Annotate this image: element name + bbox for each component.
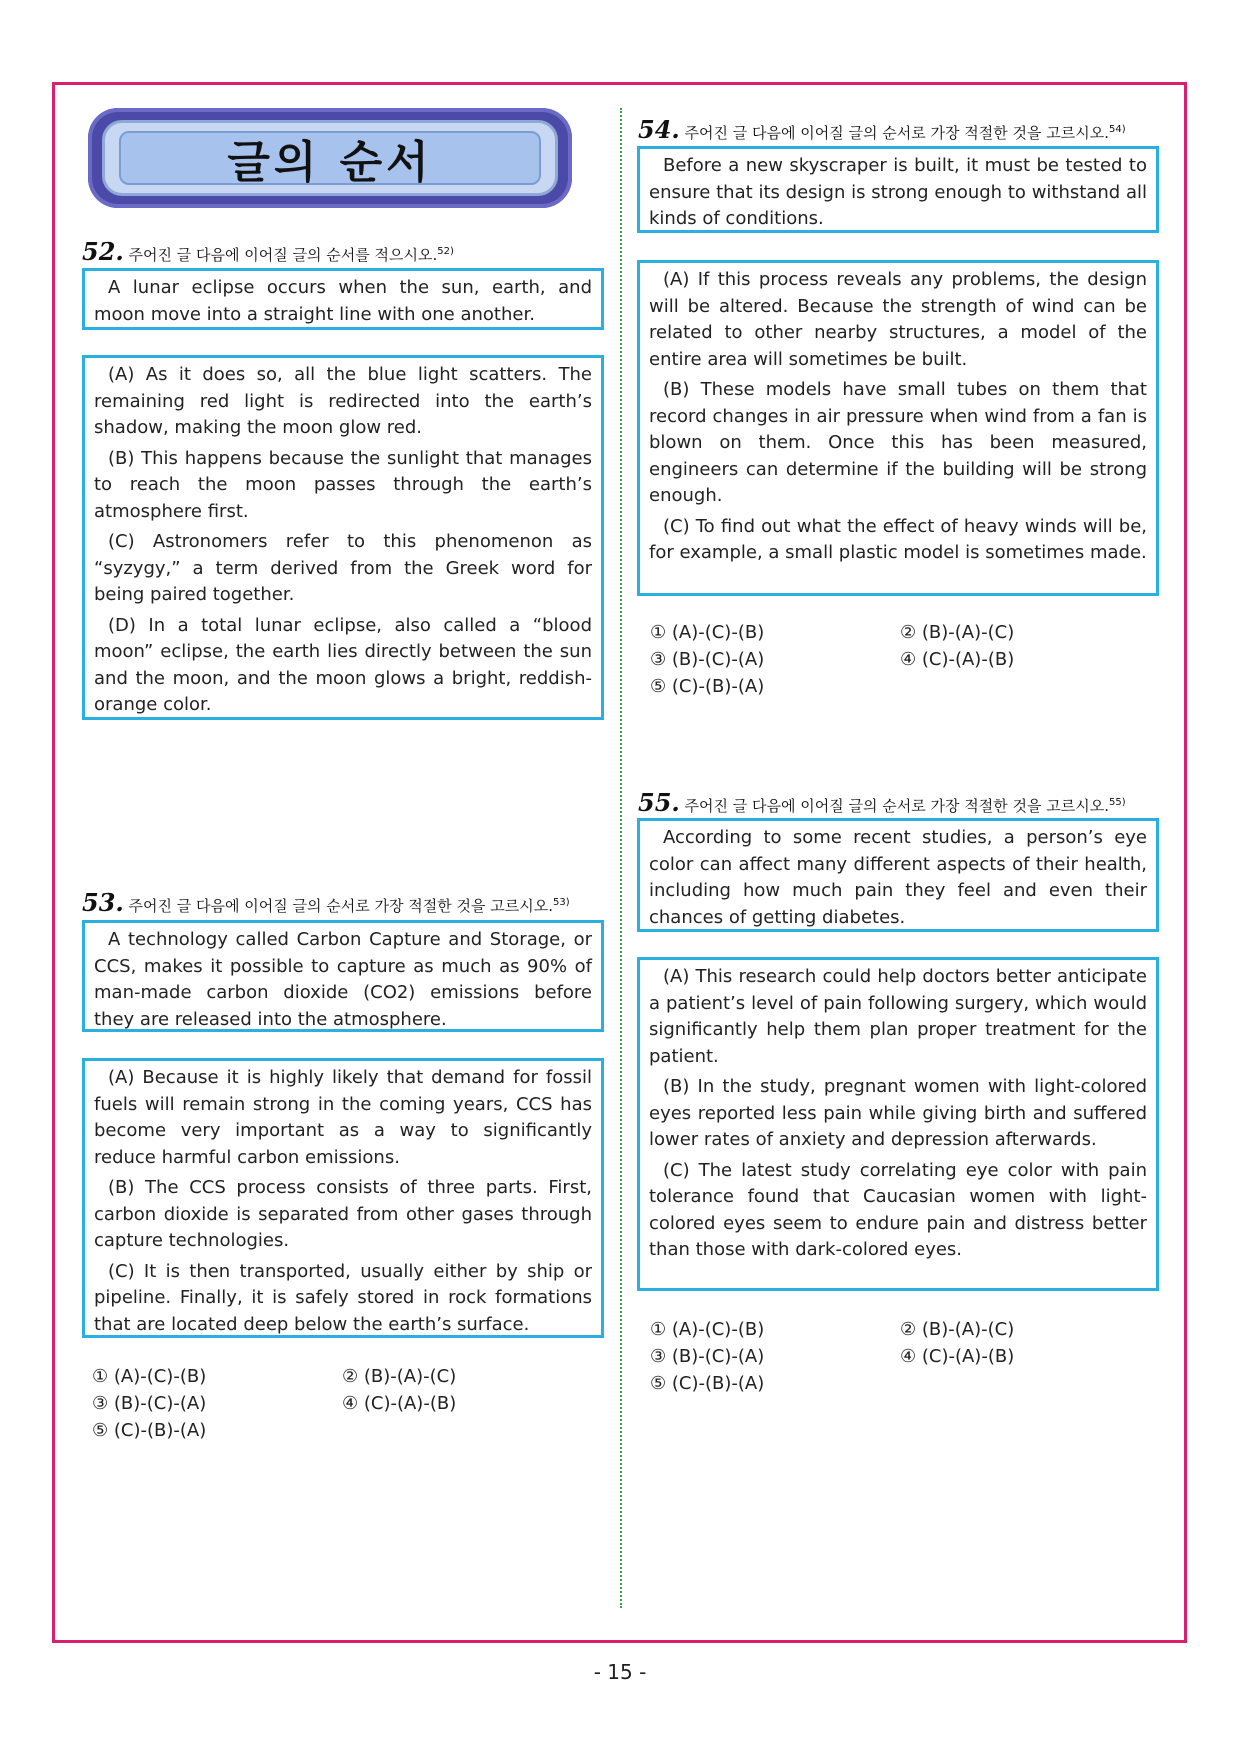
section-title-banner (88, 108, 572, 208)
section-title: 글의 순서 (119, 131, 541, 185)
question-53-header: 53. 주어진 글 다음에 이어질 글의 순서로 가장 적절한 것을 고르시오.$^{53)}$ (82, 888, 570, 917)
question-54-header: 54. 주어진 글 다음에 이어질 글의 순서로 가장 적절한 것을 고르시오.$^{54)}$ (638, 115, 1126, 144)
paragraph-c: (C) It is then transported, usually either by ship or pipeline. Finally, it is safely stored in rock formations that are located deep below the earth’s surface. (94, 1260, 592, 1335)
choice-1[interactable]: ① (A)-(C)-(B) (650, 622, 765, 643)
question-54-paragraphs-box (637, 260, 1159, 596)
paragraph-c: (C) The latest study correlating eye color with pain tolerance found that Caucasian women with light-colored eyes seem to endure pain and distress better than those with dark-colored eyes. (649, 1159, 1147, 1260)
paragraph-a: (A) As it does so, all the blue light scatters. The remaining red light is redirected into the earth’s shadow, making the moon glow red. (94, 364, 592, 438)
paragraph-a: (A) If this process reveals any problems, the design will be altered. Because the strength of wind can be related to other nearby structures, a model of the entire area will sometimes be built. (649, 269, 1147, 370)
question-52-given-box (82, 268, 604, 330)
choice-4[interactable]: ④ (C)-(A)-(B) (900, 649, 1015, 670)
question-55-paragraphs-box (637, 957, 1159, 1291)
paragraph-a: (A) Because it is highly likely that demand for fossil fuels will remain strong in the coming years, CCS has become very important as a way to significantly reduce harmful carbon emissions. (94, 1067, 592, 1168)
paragraph-c: (C) Astronomers refer to this phenomenon as “syzygy,” a term derived from the Greek word for being paired together. (94, 531, 592, 605)
choice-3[interactable]: ③ (B)-(C)-(A) (650, 649, 765, 670)
page-number: - 15 - (593, 1660, 647, 1684)
question-52-prompt: 주어진 글 다음에 이어질 글의 순서를 적으시오. (128, 246, 438, 264)
paragraph-a: (A) This research could help doctors better anticipate a patient’s level of pain following surgery, which would significantly help them plan proper treatment for the patient. (649, 966, 1147, 1067)
question-52-header: 52. 주어진 글 다음에 이어질 글의 순서를 적으시오.$^{52)}$ (82, 237, 454, 266)
paragraph-c: (C) To find out what the effect of heavy winds will be, for example, a small plastic model is sometimes made. (649, 515, 1147, 563)
choice-2[interactable]: ② (B)-(A)-(C) (900, 1319, 1015, 1340)
question-55-prompt: 주어진 글 다음에 이어질 글의 순서로 가장 적절한 것을 고르시오. (684, 797, 1109, 815)
choice-4[interactable]: ④ (C)-(A)-(B) (900, 1346, 1015, 1367)
question-53-paragraphs-box (82, 1058, 604, 1338)
question-55-given-box (637, 818, 1159, 932)
question-53-prompt: 주어진 글 다음에 이어질 글의 순서로 가장 적절한 것을 고르시오. (128, 897, 553, 915)
paragraph-d: (D) In a total lunar eclipse, also called a “blood moon” eclipse, the earth lies directly between the sun and the moon, and the moon glows a bright, reddish-orange color. (94, 614, 592, 715)
choice-3[interactable]: ③ (B)-(C)-(A) (650, 1346, 765, 1367)
choice-4[interactable]: ④ (C)-(A)-(B) (342, 1393, 457, 1414)
question-55-header: 55. 주어진 글 다음에 이어질 글의 순서로 가장 적절한 것을 고르시오.$^{55)}$ (638, 788, 1126, 817)
given-text: According to some recent studies, a person’s eye color can affect many different aspects of their health, including how much pain they feel and even their chances of getting diabetes. (649, 827, 1147, 928)
paragraph-b: (B) This happens because the sunlight that manages to reach the moon passes through the earth’s atmosphere first. (94, 447, 592, 522)
question-54-given-box (637, 146, 1159, 233)
column-divider (620, 108, 622, 1608)
choice-2[interactable]: ② (B)-(A)-(C) (900, 622, 1015, 643)
question-54-prompt: 주어진 글 다음에 이어질 글의 순서로 가장 적절한 것을 고르시오. (684, 124, 1109, 142)
given-text: A technology called Carbon Capture and Storage, or CCS, makes it possible to capture as much as 90% of man-made carbon dioxide (CO2) emissions before they are released into the atmosphere. (94, 929, 592, 1030)
choice-2[interactable]: ② (B)-(A)-(C) (342, 1366, 457, 1387)
paragraph-b: (B) The CCS process consists of three parts. First, carbon dioxide is separated from other gases through capture technologies. (94, 1177, 592, 1251)
choice-5[interactable]: ⑤ (C)-(B)-(A) (650, 1373, 765, 1394)
choice-1[interactable]: ① (A)-(C)-(B) (650, 1319, 765, 1340)
choice-5[interactable]: ⑤ (C)-(B)-(A) (650, 676, 765, 697)
paragraph-b: (B) These models have small tubes on them that record changes in air pressure when wind from a fan is blown on them. Once this has been measured, engineers can determine if the building will be strong enough. (649, 379, 1147, 506)
choice-1[interactable]: ① (A)-(C)-(B) (92, 1366, 207, 1387)
choice-3[interactable]: ③ (B)-(C)-(A) (92, 1393, 207, 1414)
choice-5[interactable]: ⑤ (C)-(B)-(A) (92, 1420, 207, 1441)
question-52-paragraphs-box (82, 355, 604, 720)
given-text: A lunar eclipse occurs when the sun, earth, and moon move into a straight line with one another. (94, 277, 592, 325)
paragraph-b: (B) In the study, pregnant women with light-colored eyes reported less pain while giving birth and suffered lower rates of anxiety and depression afterwards. (649, 1076, 1147, 1150)
given-text: Before a new skyscraper is built, it must be tested to ensure that its design is strong enough to withstand all kinds of conditions. (649, 155, 1147, 229)
question-53-given-box (82, 920, 604, 1032)
